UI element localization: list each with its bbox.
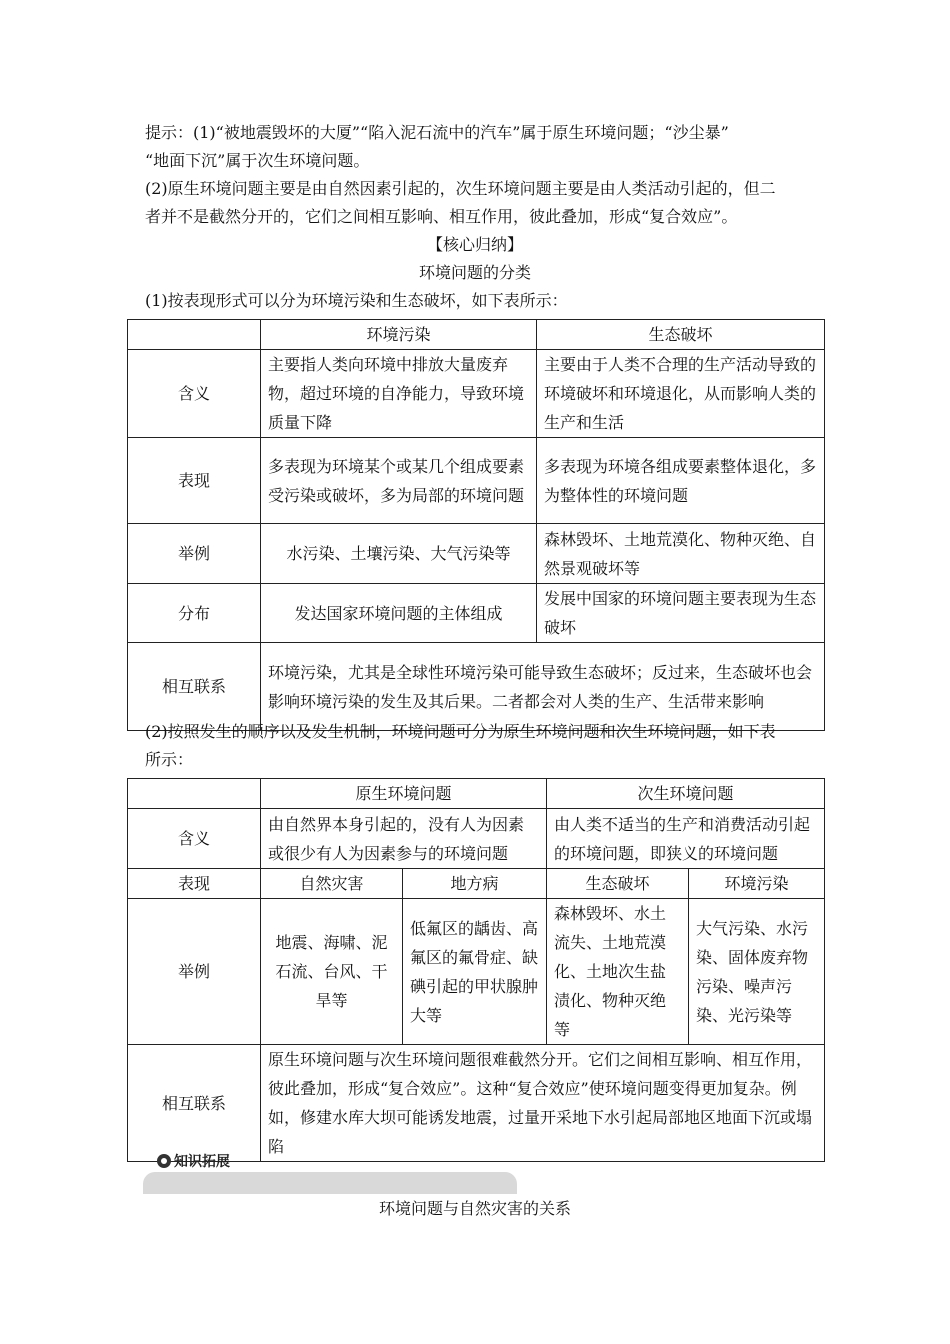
table-header-blank (128, 779, 261, 809)
table-header-ecology: 生态破坏 (537, 320, 825, 350)
cell-pollution: 主要指人类向环境中排放大量废弃物，超过环境的自净能力，导致环境质量下降 (261, 350, 537, 438)
table-row (128, 1045, 825, 1162)
table-row (128, 350, 825, 438)
cell-form: 环境污染 (689, 869, 825, 899)
table-header-row (128, 779, 825, 809)
cell-relation: 原生环境问题与次生环境问题很难截然分开。它们之间相互影响、相互作用，彼此叠加，形成“复合效应”。这种“复合效应”使环境问题变得更加复杂。例如，修建水库大坝可能诱发地震，过量开采地下水引起局部地区地面下沉或塌陷 (261, 1045, 825, 1162)
target-icon (157, 1154, 171, 1168)
table-row (128, 643, 825, 731)
table-row (128, 524, 825, 584)
cell-example: 地震、海啸、泥石流、台风、干旱等 (261, 899, 403, 1045)
cell-ecology: 多表现为环境各组成要素整体退化，多为整体性的环境问题 (537, 438, 825, 524)
row-label: 举例 (128, 524, 261, 584)
table-row (128, 809, 825, 869)
hint-line-3: (2)原生环境问题主要是由自然因素引起的，次生环境问题主要是由人类活动引起的，但二 (145, 179, 776, 198)
intro-2-line-2: 所示： (145, 750, 194, 769)
final-title: 环境问题与自然灾害的关系 (378, 1199, 571, 1218)
table-row (128, 584, 825, 643)
cell-example: 森林毁坏、水土流失、土地荒漠化、土地次生盐渍化、物种灭绝等 (547, 899, 689, 1045)
cell-form: 自然灾害 (261, 869, 403, 899)
cell-example: 大气污染、水污染、固体废弃物污染、噪声污染、光污染等 (689, 899, 825, 1045)
subtitle: 环境问题的分类 (418, 263, 531, 282)
banner-bar (143, 1172, 517, 1194)
cell-form: 地方病 (403, 869, 547, 899)
table-header-blank (128, 320, 261, 350)
table-pollution-vs-ecology (127, 319, 825, 731)
knowledge-banner (143, 1150, 517, 1192)
cell-primary-meaning: 由自然界本身引起的，没有人为因素或很少有人为因素参与的环境问题 (261, 809, 547, 869)
row-label: 举例 (128, 899, 261, 1045)
cell-ecology: 发展中国家的环境问题主要表现为生态破坏 (537, 584, 825, 643)
table-row (128, 899, 825, 1045)
table-header-primary: 原生环境问题 (261, 779, 547, 809)
hint-line-4: 者并不是截然分开的，它们之间相互影响、相互作用，彼此叠加，形成“复合效应”。 (145, 207, 738, 226)
cell-ecology: 主要由于人类不合理的生产活动导致的环境破坏和环境退化，从而影响人类的生产和生活 (537, 350, 825, 438)
cell-example: 低氟区的龋齿、高氟区的氟骨症、缺碘引起的甲状腺肿大等 (403, 899, 547, 1045)
cell-pollution: 多表现为环境某个或某几个组成要素受污染或破坏，多为局部的环境问题 (261, 438, 537, 524)
cell-form: 生态破坏 (547, 869, 689, 899)
row-label: 表现 (128, 438, 261, 524)
hint-line-2: “地面下沉”属于次生环境问题。 (145, 151, 370, 170)
table-row (128, 438, 825, 524)
intro-2-line-1: (2)按照发生的顺序以及发生机制，环境问题可分为原生环境问题和次生环境问题，如下表 (145, 722, 776, 741)
section-title: 【核心归纳】 (426, 235, 523, 254)
cell-ecology: 森林毁坏、土地荒漠化、物种灭绝、自然景观破坏等 (537, 524, 825, 584)
row-label: 含义 (128, 809, 261, 869)
row-label: 表现 (128, 869, 261, 899)
row-label: 相互联系 (128, 643, 261, 731)
table-header-secondary: 次生环境问题 (547, 779, 825, 809)
table-primary-vs-secondary (127, 778, 825, 1162)
table-header-row (128, 320, 825, 350)
row-label: 含义 (128, 350, 261, 438)
cell-pollution: 发达国家环境问题的主体组成 (261, 584, 537, 643)
cell-pollution: 水污染、土壤污染、大气污染等 (261, 524, 537, 584)
row-label: 相互联系 (128, 1045, 261, 1162)
table-header-pollution: 环境污染 (261, 320, 537, 350)
banner-label: 知识拓展 (174, 1154, 230, 1170)
cell-secondary-meaning: 由人类不适当的生产和消费活动引起的环境问题，即狭义的环境问题 (547, 809, 825, 869)
cell-relation: 环境污染，尤其是全球性环境污染可能导致生态破坏；反过来，生态破坏也会影响环境污染的发生及其后果。二者都会对人类的生产、生活带来影响 (261, 643, 825, 731)
intro-1: (1)按表现形式可以分为环境污染和生态破坏，如下表所示： (145, 291, 568, 310)
hint-line-1: 提示：(1)“被地震毁坏的大厦”“陷入泥石流中的汽车”属于原生环境问题；“沙尘暴” (145, 123, 729, 142)
banner-badge (157, 1152, 230, 1172)
row-label: 分布 (128, 584, 261, 643)
table-row (128, 869, 825, 899)
